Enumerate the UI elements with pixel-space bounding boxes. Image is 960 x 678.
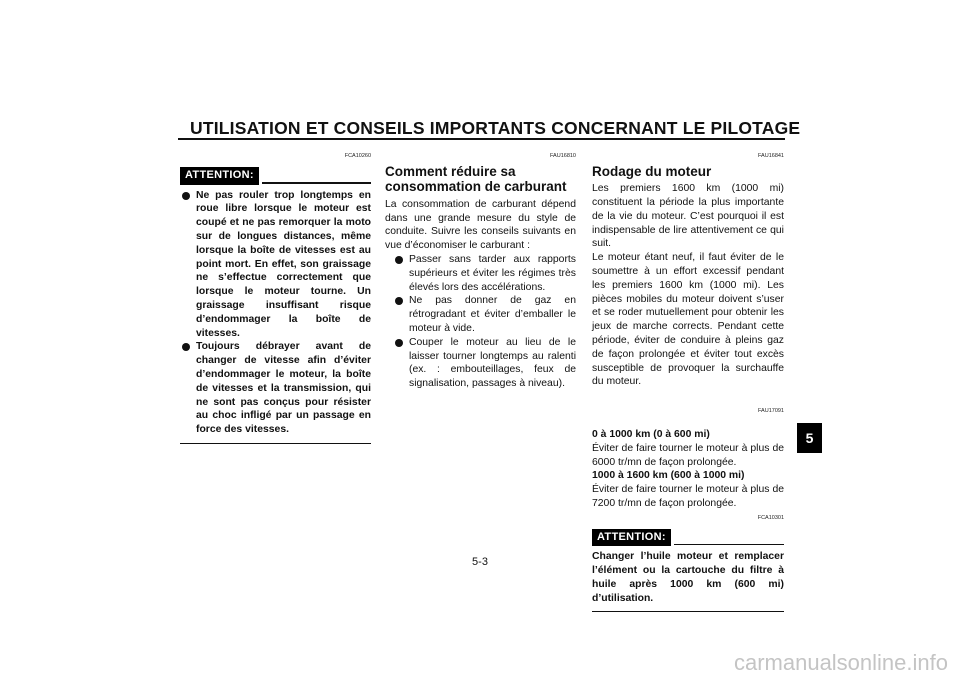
page-title: UTILISATION ET CONSEILS IMPORTANTS CONCERNANT LE PILOTAGE — [190, 118, 801, 138]
paragraph: Éviter de faire tourner le moteur à plus de 7200 tr/mn de façon prolongée. — [592, 484, 784, 510]
section-heading: Comment réduire sa consommation de carburant — [385, 163, 567, 195]
reference-code: FAU17091 — [758, 408, 784, 415]
attention-end-rule — [592, 611, 784, 613]
paragraph: La consommation de carburant dépend dans une grande mesure du style de conduite. Suivre les conseils suivants en vue d’économiser le carburant : — [385, 198, 576, 252]
range-label: 0 à 1000 km (0 à 600 mi) — [592, 429, 710, 441]
attention-header — [592, 529, 784, 547]
column-3 — [592, 150, 784, 612]
attention-end-rule — [180, 443, 371, 445]
list-item: Ne pas donner de gaz en rétrogradant et éviter d’emballer le moteur à vide. — [393, 294, 576, 335]
reference-code: FAU16810 — [550, 153, 576, 159]
list-item: Ne pas rouler trop longtemps en roue libre lorsque le moteur est coupé et ne pas remorquer la moto sur de longues distances, même lorsque la boîte de vitesses est au point mort. En effet, son graissage ne s’effectue correctement que lorsque le moteur tourne. Un graissage insuffisant risque d’endommager la boîte de vitesses. — [180, 189, 371, 341]
attention-rule — [674, 544, 784, 546]
reference-code: FAU16841 — [758, 153, 784, 159]
attention-list — [180, 189, 371, 437]
paragraph: Éviter de faire tourner le moteur à plus de 6000 tr/mn de façon prolongée. — [592, 442, 784, 468]
watermark: carmanualsonline.info — [733, 650, 948, 675]
paragraph: Le moteur étant neuf, il faut éviter de le soumettre à un effort excessif pendant les premiers 1600 km (1000 mi). Les pièces mobiles du moteur doivent s’user et se roder mutuellement pour obtenir les jeux de marche corrects. Pendant cette période, éviter de conduire à pleins gaz de façon prolongée et éviter tout excès susceptible de provoquer la surchauffe du moteur. — [592, 252, 784, 388]
attention-text: Changer l’huile moteur et remplacer l’élément ou la cartouche du filtre à huile après 1000 km (600 mi) d’utilisation. — [592, 551, 784, 604]
attention-header — [180, 167, 371, 185]
attention-label: ATTENTION: — [592, 529, 671, 547]
reference-code: FCA10301 — [757, 514, 784, 521]
title-rule — [178, 138, 785, 140]
attention-rule — [262, 182, 371, 184]
page-number: 5-3 — [472, 556, 488, 568]
list-item: Toujours débrayer avant de changer de vitesse afin d’éviter d’endommager le moteur, la boîte de vitesses et la transmission, qui ne sont pas conçus pour résister au choc infligé par un passage en force des vitesses. — [180, 340, 371, 437]
chapter-tab: 5 — [797, 423, 822, 453]
list-item: Passer sans tarder aux rapports supérieurs et éviter les régimes très élevés lors des accélérations. — [393, 253, 576, 294]
paragraph: Les premiers 1600 km (1000 mi) constituent la période la plus importante de la vie du moteur. C’est pourquoi il est indispensable de lire attentivement ce qui suit. — [592, 183, 784, 250]
section-heading: Rodage du moteur — [592, 163, 712, 179]
column-2 — [385, 150, 576, 391]
attention-label: ATTENTION: — [180, 167, 259, 185]
list-item: Couper le moteur au lieu de le laisser tourner longtemps au ralenti (ex. : embouteillages, feux de signalisation, passages à niveau). — [393, 336, 576, 391]
range-label: 1000 à 1600 km (600 à 1000 mi) — [592, 470, 745, 482]
column-1 — [180, 150, 371, 444]
tips-list — [393, 253, 576, 391]
reference-code: FCA10260 — [344, 153, 371, 159]
